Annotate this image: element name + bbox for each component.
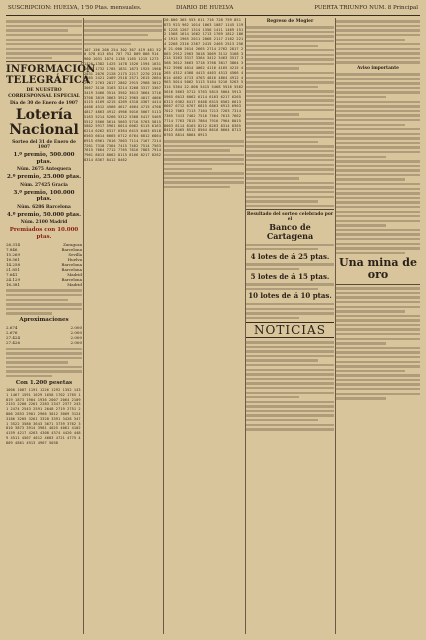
bank-intro: Resultado del sorteo celebrado por el bbox=[246, 212, 334, 223]
series-a: 4 lotes de á 25 ptas. bbox=[250, 251, 330, 261]
list-item: 2.674 2.000 bbox=[6, 325, 82, 331]
list-item: 26.314 Zaragoza bbox=[6, 242, 82, 248]
bank-title: Banco de Cartagena bbox=[266, 222, 314, 242]
number-grid: 1000 1087 1191 1226 1292 1352 1431 1467 1591 1629 1658 1702 1765 1819 1873 1904 1936 2007 2064 2109 2153 2200 2261 2283 2347 2377 2431 2474 2543 2591 2648 2719 2751 2806 2853 2901 2966 3012 3069 3124 3186 3205 3261 3328 3391 3428 3471 3522 3580 3643 3671 3739 3762 3810 3873 3914 3981 4025 4061 4102 4159 4217 4263 4308 4374 4420 4489 4511 4567 4612 4683 4721 4775 4809 4861 4913 4967 5038 bbox=[6, 388, 81, 445]
list-item: 24.129 Barcelona bbox=[6, 277, 82, 283]
list-item: 15.269 Sevilla bbox=[6, 252, 82, 258]
premiados-list bbox=[6, 242, 82, 287]
list-item: 7.846 Barcelona bbox=[6, 247, 82, 253]
prize-1: 1.º premio, 500.000 ptas. bbox=[13, 152, 75, 165]
prize-4: 4.º premio, 50.000 ptas. bbox=[7, 211, 81, 218]
prize-4-number: Núm. 2100 Madrid bbox=[20, 220, 68, 226]
masthead-title: DIARIO DE HUELVA bbox=[176, 5, 234, 11]
masthead-address: PUERTA TRIUNFO NUM. 8 Principal bbox=[314, 5, 418, 11]
noticias-heading: NOTICIAS bbox=[246, 322, 334, 338]
column-1 bbox=[6, 18, 96, 636]
masthead bbox=[6, 3, 420, 16]
list-item: 27.426 2.000 bbox=[6, 340, 82, 346]
draw-line: Sorteo del 31 de Enero de 1907 bbox=[12, 140, 76, 151]
column-4 bbox=[246, 18, 334, 636]
list-item: 16.381 Madrid bbox=[6, 282, 82, 288]
column-5 bbox=[336, 18, 420, 636]
list-item: 2.676 2.000 bbox=[6, 330, 82, 336]
column-3 bbox=[164, 18, 244, 636]
number-grid: 107 156 208 254 302 367 419 461 520 578 613 654 707 752 809 866 914 960 1031 1074 1138 1165 1215 1273 1326 1382 1425 1478 1526 1594 1631 1687 1732 1785 1831 1873 1925 1968 2031 2076 2128 2175 2217 2270 2318 2365 2421 2469 2518 2571 2615 2664 2717 2763 2817 2862 2915 2968 3012 3067 3116 3163 3214 3268 3317 3367 3419 3466 3514 3562 3613 3664 3716 3768 3819 3863 3912 3965 4017 4066 4115 4169 4215 4269 4318 4367 4414 4466 4512 4566 4617 4664 4715 4768 4817 4863 4912 4966 5016 5067 5113 5163 5214 5266 5312 5368 5417 5469 5512 5566 5614 5663 5716 5763 5815 5862 5917 5961 6014 6062 6115 6163 6214 6262 6317 6364 6415 6463 6518 6563 6614 6665 6712 6764 6812 6864 6915 6961 7016 7063 7114 7167 7214 7261 7318 7364 7415 7462 7514 7563 7615 7664 7712 7765 7816 7863 7914 7961 8013 8062 8115 8166 8217 8262 8314 8367 8412 8462 bbox=[84, 47, 161, 162]
number-grid: 20.000 365 553 611 716 728 759 851 873 923 962 1014 1063 1087 1145 1196 1228 1267 1314 1356 1411 1469 1512 1568 1614 1662 1713 1769 1812 1864 1913 1965 2011 2068 2117 2162 2214 2268 2316 2367 2415 2465 2513 2566 21.000 2614 2665 2714 2762 2817 2863 2912 2963 3018 3069 3112 3168 3214 3263 3317 3364 3412 3463 3517 3568 3612 3663 3718 3768 3817 3864 3912 3968 4014 4062 4116 4165 4215 4265 4312 4368 4413 4463 4513 4566 4614 4662 4713 4763 4816 4864 4912 4963 5014 5062 5113 5164 5216 5263 5314 5364 22.000 5415 5468 5516 5562 5616 5663 5712 5763 5815 5864 5913 5965 6013 6062 6114 6163 6217 6265 6313 6362 6417 6468 6515 6562 6613 6667 6712 6767 6815 6863 6913 6963 7012 7063 7113 7164 7213 7263 7314 7365 7413 7462 7516 7564 7613 7662 7714 7763 7815 7864 7916 7964 8015 8063 8114 8163 8212 8263 8314 8365 8412 8465 8512 8564 8616 8664 8713 8763 8814 8864 8913 bbox=[164, 18, 244, 138]
list-item: 7.641 Madrid bbox=[6, 272, 82, 278]
lottery-title: Lotería Nacional bbox=[9, 107, 79, 139]
list-item: 21.851 Barcelona bbox=[6, 267, 82, 273]
prize-3-number: Núm. 6286 Barcelona bbox=[17, 204, 71, 210]
column-2 bbox=[84, 18, 162, 636]
list-item: 18.561 Huelva bbox=[6, 257, 82, 263]
prize-1-number: Núm. 2675 Antequera bbox=[16, 167, 72, 173]
premiados-heading: Premiados con 10.000 ptas. bbox=[9, 227, 79, 240]
aprox-list bbox=[6, 325, 82, 345]
con-heading: Con 1.200 pesetas bbox=[15, 379, 73, 386]
series-b: 5 lotes de á 15 ptas. bbox=[250, 271, 330, 281]
prize-3: 3.º premio, 100.000 ptas. bbox=[13, 189, 75, 203]
prize-2-number: Núm. 27425 Gracia bbox=[20, 182, 68, 188]
mina-heading: Una mina de oro bbox=[338, 256, 417, 282]
series-c: 10 lotes de á 10 ptas. bbox=[248, 291, 332, 301]
date-line: Día de 30 de Enero de 1907 bbox=[10, 101, 78, 107]
aprox-heading: Aproximaciones bbox=[19, 316, 69, 323]
masthead-subscription: SUSCRIPCION: HUELVA, 1'50 Ptas. mensuales. bbox=[8, 5, 142, 11]
telegraph-heading: INFORMACIÓN TELEGRÁFICA bbox=[6, 64, 96, 87]
telegraph-subheading: DE NUESTRO CORRESPONSAL ESPECIAL bbox=[8, 88, 80, 99]
section-heading: Regreso de Mogier bbox=[266, 19, 314, 24]
prize-2: 2.º premio, 25.000 ptas. bbox=[7, 174, 81, 181]
list-item: 14.258 Barcelona bbox=[6, 262, 82, 268]
list-item: 27.424 2.000 bbox=[6, 335, 82, 341]
section-heading: Aviso importante bbox=[357, 65, 399, 71]
